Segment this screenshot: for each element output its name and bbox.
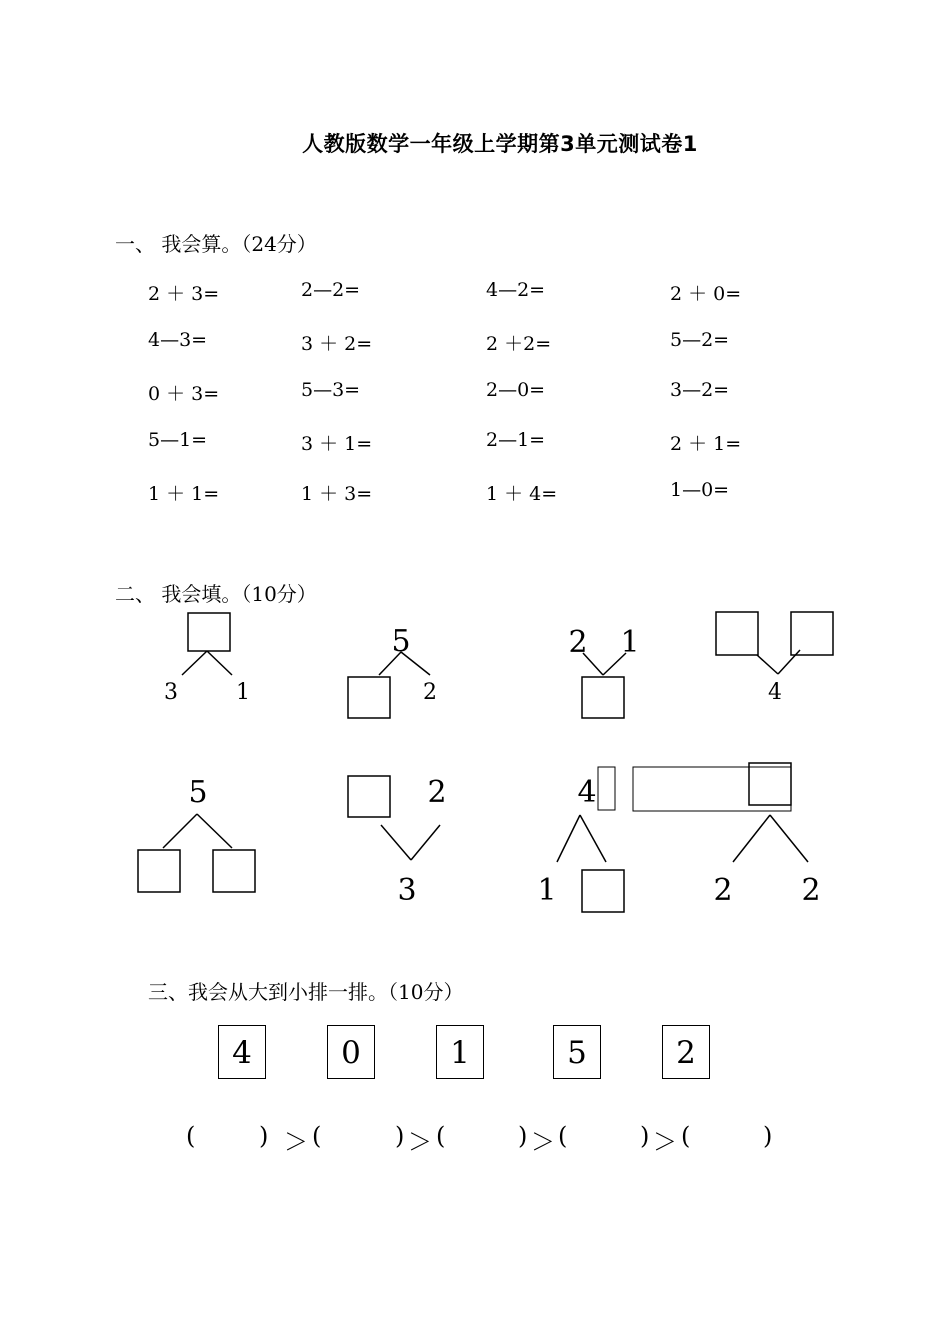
close-paren: ) <box>763 1122 773 1150</box>
equation: 5—2= <box>670 329 730 351</box>
number-card: 0 <box>327 1025 375 1079</box>
equation: 1—0= <box>670 479 730 501</box>
open-paren: ( <box>436 1122 446 1150</box>
equation: 4—3= <box>148 329 208 351</box>
answer-box[interactable] <box>138 850 180 892</box>
branch-line <box>163 814 197 848</box>
branch-line <box>411 825 440 860</box>
page-title: 人教版数学一年级上学期第3单元测试卷1 <box>302 132 698 156</box>
greater-than-sign: ＞ <box>284 1128 308 1156</box>
number-card: 4 <box>218 1025 266 1079</box>
diagram5-top-number: 5 <box>188 775 208 810</box>
branch-line <box>381 825 411 860</box>
equation: 2 ＋ 1= <box>670 433 742 455</box>
section1-heading: 一、 我会算。（24分） <box>115 232 317 256</box>
answer-box[interactable] <box>213 850 255 892</box>
open-paren: ( <box>558 1122 568 1150</box>
branch-line <box>580 815 606 862</box>
equation: 3—2= <box>670 379 730 401</box>
answer-box[interactable] <box>348 776 390 817</box>
equation: 1 ＋ 3= <box>301 483 373 505</box>
branch-line <box>733 815 770 862</box>
equation: 4—2= <box>486 279 546 301</box>
diagram8-right-number: 2 <box>801 873 821 908</box>
open-paren: ( <box>186 1122 196 1150</box>
diagram8-left-number: 2 <box>713 873 733 908</box>
ordering-answer-row <box>0 1122 950 1158</box>
diagram6-bottom-number: 3 <box>397 873 417 908</box>
close-paren: ) <box>259 1122 269 1150</box>
answer-box[interactable] <box>791 612 833 655</box>
equation: 2 ＋ 0= <box>670 283 742 305</box>
equation: 5—3= <box>301 379 361 401</box>
number-card: 5 <box>553 1025 601 1079</box>
section3-heading: 三、我会从大到小排一排。（10分） <box>148 980 464 1004</box>
branch-line <box>207 651 232 675</box>
section2-heading: 二、 我会填。（10分） <box>115 582 317 606</box>
diagram1-right-number: 1 <box>236 680 250 705</box>
open-paren: ( <box>681 1122 691 1150</box>
diagram3-right-number: 1 <box>620 625 640 660</box>
equation: 2—0= <box>486 379 546 401</box>
equation: 3 ＋ 1= <box>301 433 373 455</box>
equation: 1 ＋ 4= <box>486 483 558 505</box>
greater-than-sign: ＞ <box>531 1128 555 1156</box>
answer-box[interactable] <box>582 870 624 912</box>
equation: 1 ＋ 1= <box>148 483 220 505</box>
equation: 2 ＋ 3= <box>148 283 220 305</box>
greater-than-sign: ＞ <box>653 1128 677 1156</box>
diagram3-left-number: 2 <box>568 625 588 660</box>
equation: 2—1= <box>486 429 546 451</box>
answer-box[interactable] <box>582 677 624 718</box>
equation: 0 ＋ 3= <box>148 383 220 405</box>
small-frame <box>598 767 615 810</box>
number-card: 1 <box>436 1025 484 1079</box>
answer-box[interactable] <box>188 613 230 651</box>
equation: 2—2= <box>301 279 361 301</box>
diagram2-right-number: 2 <box>423 680 437 705</box>
equation: 2 ＋2= <box>486 333 552 355</box>
answer-box[interactable] <box>716 612 758 655</box>
diagram7-left-number: 1 <box>537 873 557 908</box>
branch-line <box>757 655 778 674</box>
diagram6-right-number: 2 <box>427 775 447 810</box>
branch-line <box>197 814 232 848</box>
diagram7-top-number: 4 <box>577 775 597 810</box>
branch-line <box>778 650 800 674</box>
branch-line <box>557 815 580 862</box>
branch-line <box>770 815 808 862</box>
equation: 5—1= <box>148 429 208 451</box>
answer-box[interactable] <box>348 677 390 718</box>
diagram4-bottom-number: 4 <box>768 680 782 705</box>
greater-than-sign: ＞ <box>408 1128 432 1156</box>
number-card: 2 <box>662 1025 710 1079</box>
answer-box[interactable] <box>749 763 791 805</box>
equation: 3 ＋ 2= <box>301 333 373 355</box>
close-paren: ) <box>518 1122 528 1150</box>
branch-line <box>182 651 207 675</box>
diagram1-left-number: 3 <box>164 680 178 705</box>
close-paren: ) <box>395 1122 405 1150</box>
close-paren: ) <box>640 1122 650 1150</box>
open-paren: ( <box>312 1122 322 1150</box>
diagram2-top-number: 5 <box>391 624 411 659</box>
